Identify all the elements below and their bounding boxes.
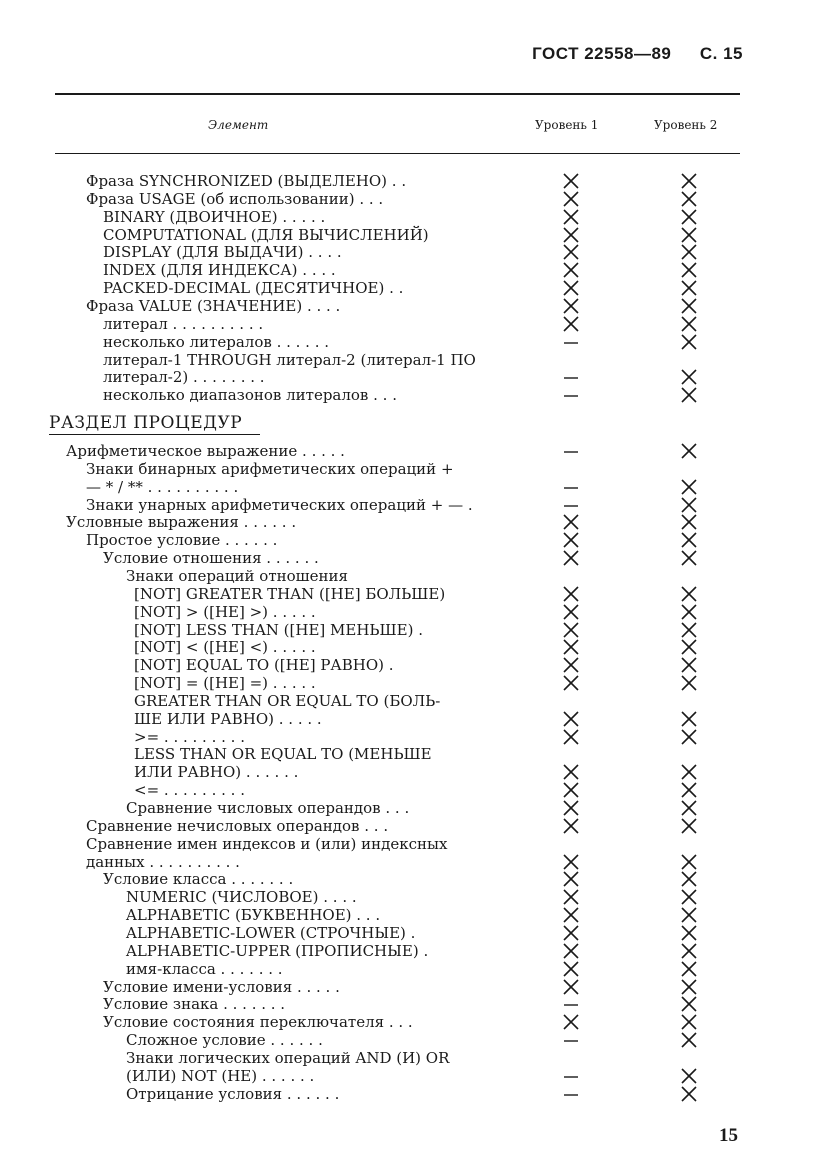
support-mark-level2 — [679, 603, 699, 621]
row-element-label: Условие класса . . . . . . . — [103, 870, 294, 889]
table-row — [0, 638, 827, 656]
standard-number: ГОСТ 22558—89 — [532, 44, 672, 63]
column-header-element: Элемент — [208, 118, 269, 132]
support-mark-level1 — [561, 728, 581, 746]
support-mark-level1 — [561, 315, 581, 333]
table-row — [0, 674, 827, 692]
row-element-label: — * / ** . . . . . . . . . . — [86, 477, 239, 496]
row-element-label: Условие отношения . . . . . . — [103, 549, 319, 568]
empty-cell-level1 — [561, 1049, 581, 1067]
empty-cell-level2 — [679, 567, 699, 585]
page-header — [532, 44, 743, 64]
no-support-dash-level1 — [561, 368, 581, 386]
support-mark-level1 — [561, 710, 581, 728]
table-row — [0, 442, 827, 460]
table-row — [0, 190, 827, 208]
support-mark-level1 — [561, 960, 581, 978]
row-element-label: Знаки логических операций AND (И) OR — [126, 1048, 450, 1067]
table-row — [0, 888, 827, 906]
support-mark-level1 — [561, 942, 581, 960]
table-row — [0, 1031, 827, 1049]
support-mark-level2 — [679, 243, 699, 261]
row-element-label: Сравнение имен индексов и (или) индексных — [86, 834, 448, 853]
row-element-label: PACKED-DECIMAL (ДЕСЯТИЧНОЕ) . . — [103, 279, 404, 298]
support-mark-level1 — [561, 870, 581, 888]
support-mark-level2 — [679, 710, 699, 728]
table-row — [0, 172, 827, 190]
empty-cell-level2 — [679, 351, 699, 369]
support-mark-level2 — [679, 1085, 699, 1103]
row-element-label: имя-класса . . . . . . . — [126, 959, 283, 978]
row-element-label: [NOT] EQUAL TO ([НЕ] РАВНО) . — [134, 656, 394, 675]
support-mark-level1 — [561, 621, 581, 639]
support-mark-level2 — [679, 853, 699, 871]
support-mark-level2 — [679, 799, 699, 817]
empty-cell-level1 — [561, 745, 581, 763]
page-reference: С. 15 — [699, 44, 743, 63]
row-element-label: GREATER THAN OR EQUAL TO (БОЛЬ- — [134, 691, 441, 710]
row-element-label: BINARY (ДВОИЧНОЕ) . . . . . — [103, 207, 326, 226]
row-element-label: Условные выражения . . . . . . — [66, 513, 297, 532]
table-row — [0, 368, 827, 386]
support-mark-level2 — [679, 315, 699, 333]
column-header-level2: Уровень 2 — [654, 118, 718, 132]
support-mark-level2 — [679, 763, 699, 781]
row-element-label: NUMERIC (ЧИСЛОВОЕ) . . . . — [126, 888, 357, 907]
support-mark-level2 — [679, 781, 699, 799]
support-mark-level1 — [561, 172, 581, 190]
row-element-label: >= . . . . . . . . . — [134, 727, 245, 746]
support-mark-level2 — [679, 978, 699, 996]
row-element-label: ALPHABETIC (БУКВЕННОЕ) . . . — [126, 906, 381, 925]
row-element-label: Знаки бинарных арифметических операций + — [86, 459, 454, 478]
table-row — [0, 351, 827, 369]
support-mark-level1 — [561, 781, 581, 799]
table-row — [0, 603, 827, 621]
row-element-label: Простое условие . . . . . . — [86, 531, 278, 550]
support-mark-level1 — [561, 549, 581, 567]
row-element-label: Условие состояния переключателя . . . — [103, 1013, 413, 1032]
row-element-label: LESS THAN OR EQUAL TO (МЕНЬШЕ — [134, 745, 432, 764]
no-support-dash-level1 — [561, 1085, 581, 1103]
support-mark-level2 — [679, 442, 699, 460]
table-row — [0, 745, 827, 763]
empty-cell-level1 — [561, 692, 581, 710]
support-mark-level1 — [561, 585, 581, 603]
table-row — [0, 261, 827, 279]
empty-cell-level2 — [679, 692, 699, 710]
no-support-dash-level1 — [561, 333, 581, 351]
support-mark-level1 — [561, 603, 581, 621]
support-mark-level1 — [561, 226, 581, 244]
row-element-label: Условие знака . . . . . . . — [103, 995, 286, 1014]
table-row — [0, 924, 827, 942]
support-mark-level2 — [679, 585, 699, 603]
row-element-label: литерал-1 THROUGH литерал-2 (литерал-1 ПО — [103, 350, 476, 369]
table-row — [0, 781, 827, 799]
no-support-dash-level1 — [561, 442, 581, 460]
support-mark-level2 — [679, 297, 699, 315]
support-mark-level2 — [679, 496, 699, 514]
support-mark-level1 — [561, 978, 581, 996]
row-element-label: DISPLAY (ДЛЯ ВЫДАЧИ) . . . . — [103, 243, 342, 262]
support-mark-level1 — [561, 906, 581, 924]
support-mark-level2 — [679, 208, 699, 226]
support-mark-level2 — [679, 279, 699, 297]
support-mark-level2 — [679, 261, 699, 279]
support-mark-level2 — [679, 906, 699, 924]
support-mark-level2 — [679, 638, 699, 656]
support-mark-level2 — [679, 531, 699, 549]
support-mark-level1 — [561, 513, 581, 531]
empty-cell-level1 — [561, 567, 581, 585]
table-row — [0, 870, 827, 888]
support-mark-level2 — [679, 513, 699, 531]
row-element-label: [NOT] LESS THAN ([НЕ] МЕНЬШЕ) . — [134, 620, 423, 639]
row-element-label: несколько литералов . . . . . . — [103, 332, 330, 351]
table-row — [0, 549, 827, 567]
row-element-label: [NOT] < ([НЕ] <) . . . . . — [134, 638, 316, 657]
table-row — [0, 692, 827, 710]
support-mark-level2 — [679, 888, 699, 906]
table-row — [0, 226, 827, 244]
support-mark-level1 — [561, 799, 581, 817]
support-mark-level1 — [561, 924, 581, 942]
table-row — [0, 531, 827, 549]
top-rule — [55, 93, 740, 95]
support-mark-level1 — [561, 531, 581, 549]
row-element-label: Фраза VALUE (ЗНАЧЕНИЕ) . . . . — [86, 296, 341, 315]
row-element-label: Условие имени-условия . . . . . — [103, 977, 340, 996]
table-row — [0, 513, 827, 531]
support-mark-level1 — [561, 279, 581, 297]
support-mark-level1 — [561, 297, 581, 315]
empty-cell-level1 — [561, 835, 581, 853]
row-element-label: данных . . . . . . . . . . — [86, 852, 240, 871]
table-row — [0, 243, 827, 261]
support-mark-level1 — [561, 261, 581, 279]
table-row — [0, 478, 827, 496]
support-mark-level2 — [679, 1031, 699, 1049]
support-mark-level2 — [679, 172, 699, 190]
support-mark-level2 — [679, 995, 699, 1013]
empty-cell-level2 — [679, 1049, 699, 1067]
support-mark-level1 — [561, 190, 581, 208]
empty-cell-level2 — [679, 835, 699, 853]
table-row — [0, 906, 827, 924]
support-mark-level2 — [679, 478, 699, 496]
table-row — [0, 656, 827, 674]
row-element-label: литерал . . . . . . . . . . — [103, 314, 264, 333]
empty-cell-level2 — [679, 460, 699, 478]
row-element-label: Сравнение числовых операндов . . . — [126, 799, 410, 817]
support-mark-level2 — [679, 226, 699, 244]
row-element-label: COMPUTATIONAL (ДЛЯ ВЫЧИСЛЕНИЙ) — [103, 225, 429, 244]
table-row — [0, 835, 827, 853]
table-row — [0, 621, 827, 639]
support-mark-level1 — [561, 208, 581, 226]
support-mark-level2 — [679, 870, 699, 888]
support-mark-level2 — [679, 190, 699, 208]
row-element-label: [NOT] GREATER THAN ([НЕ] БОЛЬШЕ) — [134, 584, 446, 603]
support-mark-level2 — [679, 549, 699, 567]
support-mark-level1 — [561, 1013, 581, 1031]
table-row — [0, 817, 827, 835]
row-element-label: [NOT] > ([НЕ] >) . . . . . — [134, 602, 316, 621]
table-row — [0, 995, 827, 1013]
row-element-label: <= . . . . . . . . . — [134, 781, 245, 800]
row-element-label: Арифметическое выражение . . . . . — [66, 442, 345, 460]
table-row — [0, 496, 827, 514]
row-element-label: литерал-2) . . . . . . . . — [103, 368, 265, 387]
support-mark-level2 — [679, 960, 699, 978]
row-element-label: ALPHABETIC-UPPER (ПРОПИСНЫЕ) . — [126, 941, 429, 960]
row-element-label: Знаки унарных арифметических операций + — . — [86, 495, 473, 514]
support-mark-level1 — [561, 763, 581, 781]
row-element-label: Сравнение нечисловых операндов . . . — [86, 816, 389, 835]
support-mark-level2 — [679, 621, 699, 639]
row-element-label: ШЕ ИЛИ РАВНО) . . . . . — [134, 709, 322, 728]
empty-cell-level2 — [679, 745, 699, 763]
page-number: 15 — [719, 1125, 738, 1146]
table-row — [0, 585, 827, 603]
column-header-level1: Уровень 1 — [535, 118, 599, 132]
table-row — [0, 960, 827, 978]
row-element-label: Знаки операций отношения — [126, 566, 348, 585]
support-mark-level2 — [679, 333, 699, 351]
row-element-label: INDEX (ДЛЯ ИНДЕКСА) . . . . — [103, 261, 336, 280]
no-support-dash-level1 — [561, 478, 581, 496]
table-row — [0, 460, 827, 478]
table-row — [0, 386, 827, 404]
table-row — [0, 333, 827, 351]
table-row — [0, 978, 827, 996]
table-row — [0, 1049, 827, 1067]
support-mark-level2 — [679, 368, 699, 386]
table-row — [0, 728, 827, 746]
support-mark-level1 — [561, 888, 581, 906]
empty-cell-level1 — [561, 460, 581, 478]
row-element-label: Сложное условие . . . . . . — [126, 1031, 323, 1050]
row-element-label: ИЛИ РАВНО) . . . . . . — [134, 763, 299, 782]
support-mark-level2 — [679, 942, 699, 960]
support-mark-level1 — [561, 243, 581, 261]
table-row — [0, 1067, 827, 1085]
row-element-label: (ИЛИ) NOT (НЕ) . . . . . . — [126, 1066, 315, 1085]
row-element-label: Отрицание условия . . . . . . — [126, 1084, 340, 1103]
no-support-dash-level1 — [561, 1031, 581, 1049]
support-mark-level2 — [679, 656, 699, 674]
empty-cell-level1 — [561, 351, 581, 369]
row-element-label: Фраза USAGE (об использовании) . . . — [86, 189, 384, 208]
header-rule — [55, 153, 740, 154]
row-element-label: Фраза SYNCHRONIZED (ВЫДЕЛЕНО) . . — [86, 172, 407, 190]
row-element-label: несколько диапазонов литералов . . . — [103, 386, 397, 405]
support-mark-level2 — [679, 728, 699, 746]
table-row — [0, 297, 827, 315]
no-support-dash-level1 — [561, 386, 581, 404]
support-mark-level1 — [561, 638, 581, 656]
row-element-label: [NOT] = ([НЕ] =) . . . . . — [134, 674, 316, 693]
table-row — [0, 942, 827, 960]
table-row — [0, 279, 827, 297]
row-element-label: ALPHABETIC-LOWER (СТРОЧНЫЕ) . — [126, 923, 416, 942]
support-mark-level1 — [561, 674, 581, 692]
support-mark-level2 — [679, 1067, 699, 1085]
support-mark-level2 — [679, 817, 699, 835]
table-row — [0, 710, 827, 728]
support-mark-level1 — [561, 853, 581, 871]
table-row — [0, 853, 827, 871]
support-mark-level2 — [679, 674, 699, 692]
no-support-dash-level1 — [561, 496, 581, 514]
support-mark-level2 — [679, 1013, 699, 1031]
support-mark-level1 — [561, 656, 581, 674]
no-support-dash-level1 — [561, 1067, 581, 1085]
table-row — [0, 567, 827, 585]
section-title: РАЗДЕЛ ПРОЦЕДУР — [49, 413, 260, 435]
table-row — [0, 1013, 827, 1031]
support-mark-level2 — [679, 386, 699, 404]
table-row — [0, 763, 827, 781]
table-row — [0, 315, 827, 333]
support-mark-level1 — [561, 817, 581, 835]
no-support-dash-level1 — [561, 995, 581, 1013]
table-row — [0, 1085, 827, 1103]
table-row — [0, 208, 827, 226]
support-mark-level2 — [679, 924, 699, 942]
table-row — [0, 799, 827, 817]
